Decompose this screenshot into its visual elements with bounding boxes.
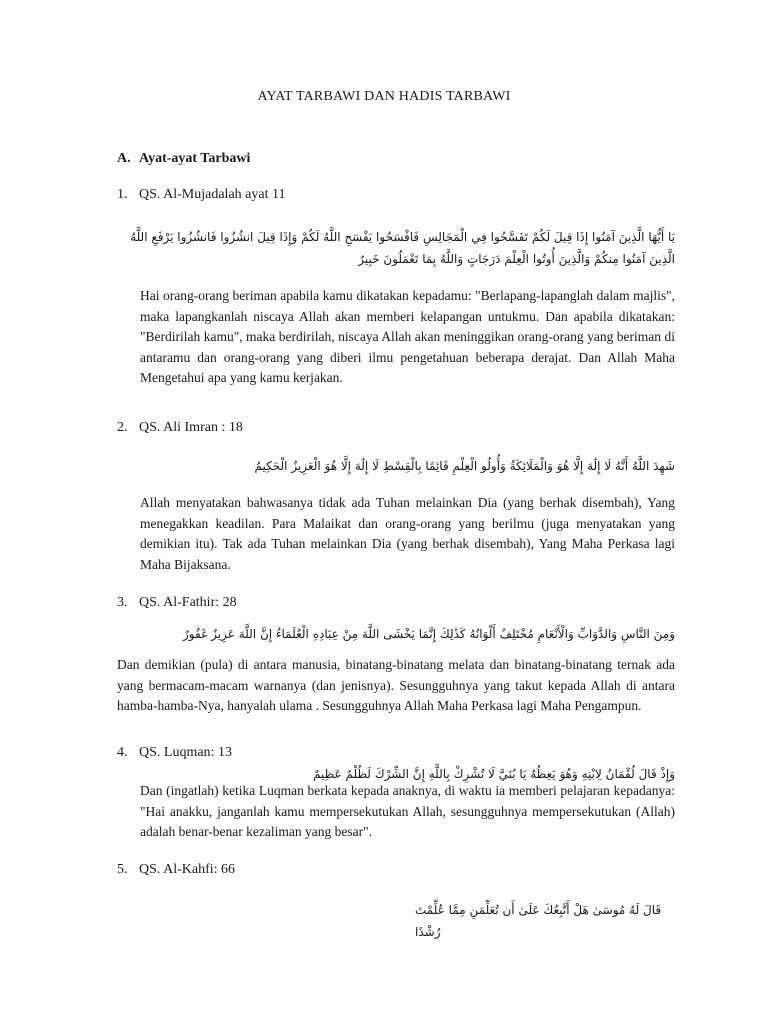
translation-1: Hai orang-orang beriman apabila kamu dikatakan kepadamu: "Berlapang-lapanglah dalam majlis", maka lapangkanlah niscaya Allah akan memberi kelapangan untukmu. Dan apabila dikatakan: "Berdirilah kamu", maka berdirilah, niscaya Allah akan meninggikan orang-orang yang beriman di antaramu dan orang-orang yang diberi ilmu pengetahuan beberapa derajat. Dan Allah Maha Mengetahui apa yang kamu kerjakan. xyxy=(140,288,675,385)
arabic-verse-5 xyxy=(140,899,675,943)
arabic-verse-3: وَمِنَ النَّاسِ وَالدَّوَابِّ وَالْأَنْعَامِ مُخْتَلِفٌ أَلْوَانُهُ كَذَٰلِكَ إِنَّمَا يَخْشَى اللَّهَ مِنْ عِبَادِهِ الْعُلَمَاءُ إِنَّ اللَّهَ عَزِيزٌ غَفُورٌ xyxy=(183,627,675,641)
section-number: A. xyxy=(117,151,131,166)
section-title: Ayat-ayat Tarbawi xyxy=(139,151,251,166)
item-number: 5. xyxy=(117,862,128,877)
arabic-verse-4: وَإِذْ قَالَ لُقْمَانُ لِابْنِهِ وَهُوَ يَعِظُهُ يَا بُنَيَّ لَا تُشْرِكْ بِاللَّهِ إِنَّ الشِّرْكَ لَظُلْمٌ عَظِيمٌ xyxy=(313,767,675,781)
item-number: 3. xyxy=(117,595,128,610)
item-heading-5 xyxy=(117,862,235,878)
item-number: 2. xyxy=(117,420,128,435)
translation-4: Dan (ingatlah) ketika Luqman berkata kepada anaknya, di waktu ia memberi pelajaran kepadanya: "Hai anakku, janganlah kamu mempersekutukan Allah, sesungguhnya mempersekutukan (Allah) adalah benar-benar kezaliman yang besar". xyxy=(140,783,675,839)
item-heading-4 xyxy=(117,745,232,761)
item-heading-1 xyxy=(117,187,285,203)
translation-3: Dan demikian (pula) di antara manusia, binatang-binatang melata dan binatang-binatang ternak ada yang bermacam-macam warnanya (dan jenisnya). Sesungguhnya yang takut kepada Allah di antara hamba-hamba-Nya, hanyalah ulama . Sesungguhnya Allah Maha Perkasa lagi Maha Pengampun. xyxy=(117,657,675,713)
translation-2: Allah menyatakan bahwasanya tidak ada Tuhan melainkan Dia (yang berhak disembah), Yang menegakkan keadilan. Para Malaikat dan orang-orang yang berilmu (juga menyatakan yang demikian itu). Tak ada Tuhan melainkan Dia (yang berhak disembah), Yang Maha Perkasa lagi Maha Bijaksana. xyxy=(140,495,675,572)
arabic-verse-2: شَهِدَ اللَّهُ أَنَّهُ لَا إِلَٰهَ إِلَّا هُوَ وَالْمَلَائِكَةُ وَأُولُو الْعِلْمِ قَائِمًا بِالْقِسْطِ لَا إِلَٰهَ إِلَّا هُوَ الْعَزِيزُ الْحَكِيمُ xyxy=(254,459,675,473)
item-number: 4. xyxy=(117,745,128,760)
item-title: QS. Luqman: 13 xyxy=(139,745,232,760)
item-title: QS. Ali Imran : 18 xyxy=(139,420,243,435)
document-title: AYAT TARBAWI DAN HADIS TARBAWI xyxy=(257,89,511,104)
item-title: QS. Al-Kahfi: 66 xyxy=(139,862,236,877)
section-heading xyxy=(117,151,250,167)
item-number: 1. xyxy=(117,187,128,202)
item-heading-3 xyxy=(117,595,237,611)
item-title: QS. Al-Fathir: 28 xyxy=(139,595,237,610)
arabic-verse-5-text: قَالَ لَهُ مُوسَىٰ هَلْ أَتَّبِعُكَ عَلَىٰ أَن تُعَلِّمَنِ مِمَّا عُلِّمْتَ رُشْدًا xyxy=(415,903,662,939)
item-heading-2 xyxy=(117,420,243,436)
item-title: QS. Al-Mujadalah ayat 11 xyxy=(139,187,286,202)
arabic-verse-1: يَا أَيُّهَا الَّذِينَ آمَنُوا إِذَا قِيلَ لَكُمْ تَفَسَّحُوا فِي الْمَجَالِسِ فَافْسَحُوا يَفْسَحِ اللَّهُ لَكُمْ وَإِذَا قِيلَ انشُزُوا فَانشُزُوا يَرْفَعِ اللَّهُ الَّذِينَ آمَنُوا مِنكُمْ وَالَّذِينَ أُوتُوا الْعِلْمَ دَرَجَاتٍ وَاللَّهُ بِمَا تَعْمَلُونَ خَبِيرٌ xyxy=(130,230,675,266)
